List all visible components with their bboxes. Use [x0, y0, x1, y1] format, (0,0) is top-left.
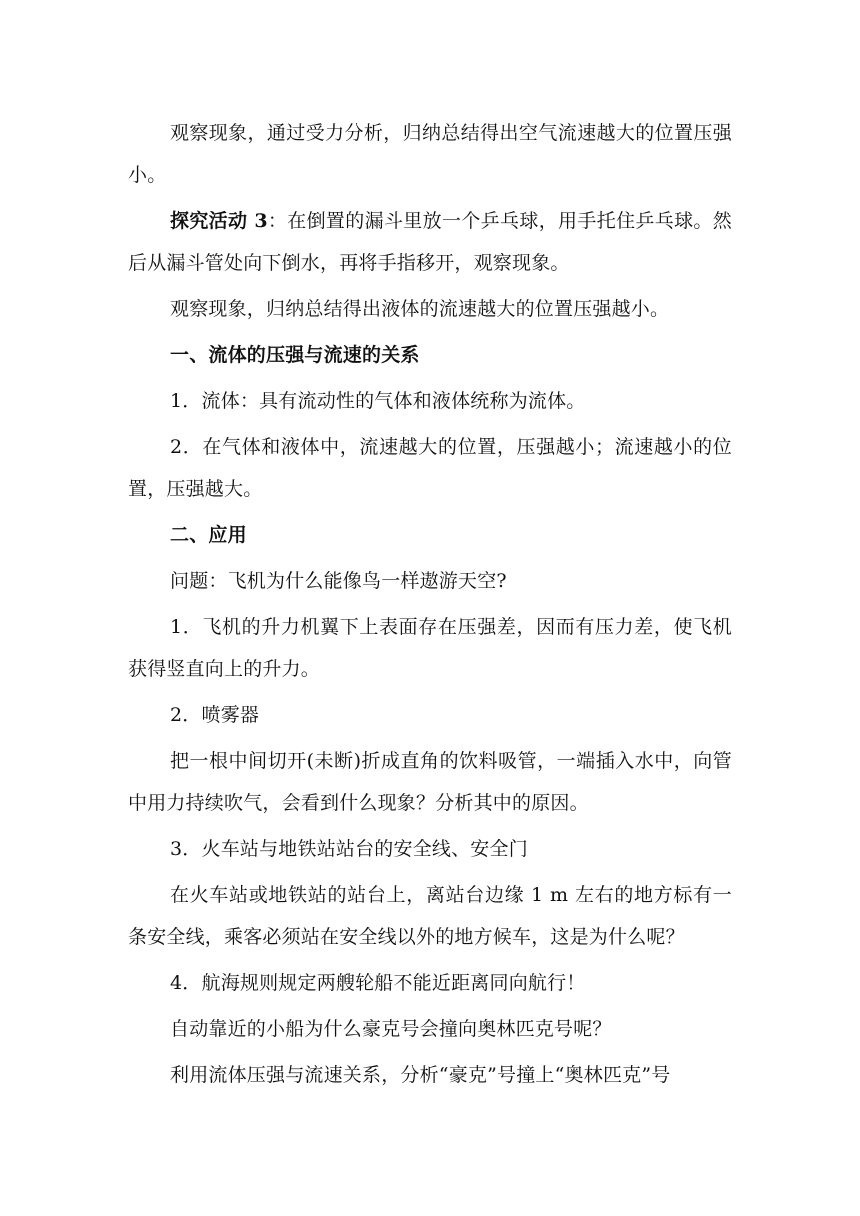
paragraph-station-safety: 3．火车站与地铁站站台的安全线、安全门	[170, 838, 528, 860]
paragraph-pressure-speed: 2．在气体和液体中，流速越大的位置，压强越小；流速越小的位置，压强越大。	[128, 436, 732, 500]
paragraph-ship-question: 自动靠近的小船为什么豪克号会撞向奥林匹克号呢？	[170, 1018, 612, 1040]
paragraph-activity-3	[128, 200, 732, 284]
paragraph-question-airplane: 问题：飞机为什么能像鸟一样遨游天空?	[170, 570, 507, 592]
section-heading-2: 二、应用	[170, 524, 247, 546]
paragraph-safety-line: 在火车站或地铁站的站台上，离站台边缘 1 m 左右的地方标有一条安全线，乘客必须站在安全线以外的地方候车，这是为什么呢？	[128, 884, 732, 948]
paragraph-ship-analysis: 利用流体压强与流速关系，分析“豪克”号撞上“奥林匹克”号	[170, 1064, 671, 1086]
paragraph-airplane-lift: 1．飞机的升力机翼下上表面存在压强差，因而有压力差，使飞机获得竖直向上的升力。	[128, 616, 732, 680]
activity-3-label: 探究活动 3	[170, 210, 268, 232]
paragraph-observe-liquid: 观察现象，归纳总结得出液体的流速越大的位置压强越小。	[170, 298, 670, 320]
activity-3-text: ：在倒置的漏斗里放一个乒乓球，用手托住乒乓球。然后从漏斗管处向下倒水，再将手指移开，观察现象。	[128, 210, 732, 274]
section-heading-1: 一、流体的压强与流速的关系	[170, 344, 420, 366]
paragraph-fluid-definition: 1．流体：具有流动性的气体和液体统称为流体。	[170, 390, 586, 412]
document-page	[128, 112, 732, 1096]
paragraph-observe-air: 观察现象，通过受力分析，归纳总结得出空气流速越大的位置压强小。	[128, 122, 732, 186]
paragraph-straw-experiment: 把一根中间切开(未断)折成直角的饮料吸管，一端插入水中，向管中用力持续吹气，会看到什么现象？分析其中的原因。	[128, 750, 732, 814]
paragraph-navigation-rule: 4．航海规则规定两艘轮船不能近距离同向航行！	[170, 972, 586, 994]
paragraph-sprayer: 2．喷雾器	[170, 704, 260, 726]
